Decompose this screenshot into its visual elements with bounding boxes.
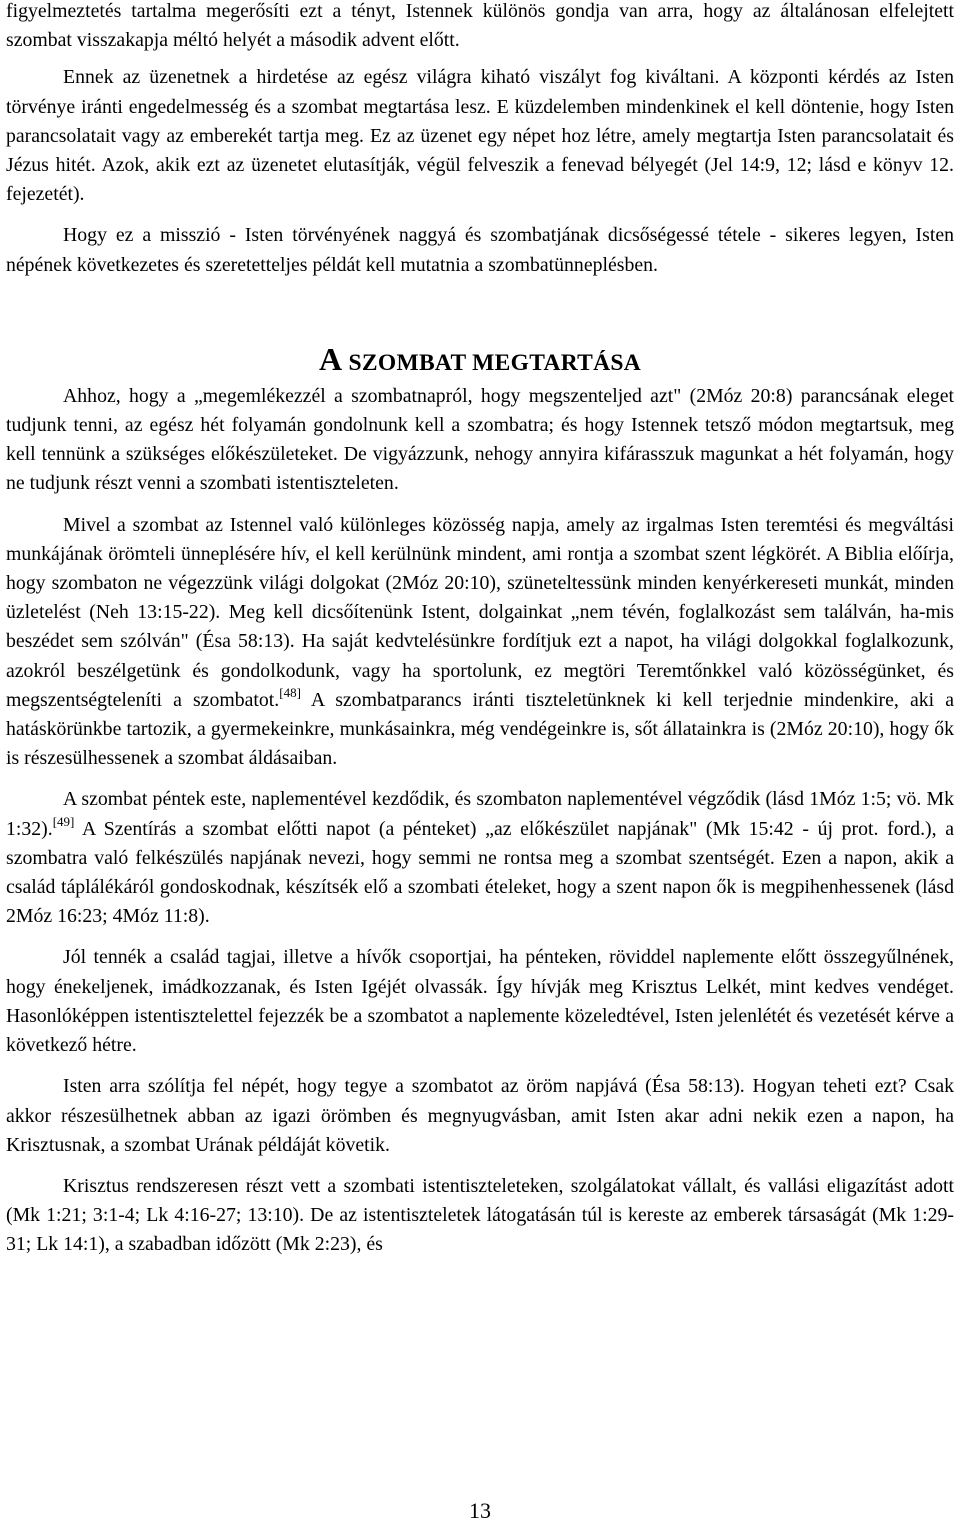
- paragraph-5-text-a: Mivel a szombat az Istennel való különleges közösség napja, amely az irgalmas Isten teremtési és megváltási munkájának örömteli ünneplésére hív, el kell kerülnünk mindent, ami rontja a szombat szent légkörét. A Biblia előírja, hogy szombaton ne végezzünk világi dolgokat (2Móz 20:10), szüneteltessünk minden kenyérkereseti munkát, minden üzletelést (Neh 13:15-22). Meg kell dicsőítenünk Istent, dolgainkat „nem tévén, foglalkozást sem találván, ha-mis beszédet sem szólván" (Ésa 58:13). Ha saját kedvtelésünkre fordítjuk ezt a napot, ha világi dolgokkal foglalkozunk, azokról beszélgetünk és gondolkodunk, vagy ha sportolunk, ez megtöri Teremtőnkkel való közösségünket, és megszentségteleníti a szombatot.: [6, 513, 954, 711]
- section-heading: [6, 340, 954, 378]
- heading-rest: SZOMBAT MEGTARTÁSA: [348, 349, 642, 376]
- paragraph-4: Ahhoz, hogy a „megemlékezzél a szombatnapról, hogy megszenteljed azt" (2Móz 20:8) parancsának eleget tudjunk tenni, az egész hét folyamán gondolnunk kell a szombatra; és hogy Istennek tetsző módon megtartsuk, meg kell tennünk a szükséges előkészületeket. De vigyázzunk, nehogy annyira kifárasszuk magunkat a hét folyamán, hogy ne tudjunk részt venni a szombati istentiszteleten.: [6, 384, 954, 495]
- paragraph-9: Krisztus rendszeresen részt vett a szombati istentiszteleteken, szolgálatokat vállalt, és vallási eligazítást adott (Mk 1:21; 3:1-4; Lk 4:16-27; 13:10). De az istentiszteletek látogatásán túl is kereste az emberek társaságát (Mk 1:29-31; Lk 14:1), a szabadban időzött (Mk 2:23), és: [6, 1174, 954, 1256]
- document-page: [6, 0, 954, 1260]
- section-heading-wrap: [6, 340, 954, 378]
- paragraph-7: Jól tennék a család tagjai, illetve a hívők csoportjai, ha pénteken, röviddel naplemente előtt összegyűlnének, hogy énekeljenek, imádkozzanak, és Isten Igéjét olvassák. Így hívják meg Krisztus Lelkét, mint kedves vendéget. Hasonlóképpen istentisztelettel fejezzék be a szombatot a naplemente közeledtével, Isten jelenlétét és vezetését kérve a következő hétre.: [6, 946, 954, 1057]
- paragraph-6-text-a: A szombat péntek este, naplementével kezdődik, és szombaton naplementével végződik (lásd 1Móz 1:5; vö. Mk 1:32).: [6, 788, 954, 840]
- page-number: 13: [469, 1498, 491, 1523]
- paragraph-8: Isten arra szólítja fel népét, hogy tegye a szombatot az öröm napjává (Ésa 58:13). Hogyan teheti ezt? Csak akkor részesülhetnek abban az igazi örömben és megnyugvásban, amit Isten akar adni nekik ezen a napon, ha Krisztusnak, a szombat Urának példáját követik.: [6, 1075, 954, 1156]
- heading-initial: A: [318, 340, 343, 377]
- paragraph-6: [6, 785, 954, 931]
- footnote-ref-49[interactable]: [49]: [52, 813, 75, 829]
- paragraph-3: Hogy ez a misszió - Isten törvényének naggyá és szombatjának dicsőségessé tétele - sikeres legyen, Isten népének következetes és szeretetteljes példát kell mutatnia a szombatünneplésben.: [6, 224, 954, 276]
- paragraph-1: figyelmeztetés tartalma megerősíti ezt a tényt, Istennek különös gondja van arra, hogy az általánosan elfelejtett szombat visszakapja méltó helyét a második advent előtt.: [6, 0, 954, 52]
- paragraph-2: Ennek az üzenetnek a hirdetése az egész világra kiható viszályt fog kiváltani. A központi kérdés az Isten törvénye iránti engedelmesség és a szombat megtartása lesz. E küzdelemben mindenkinek el kell döntenie, hogy Isten parancsolatait vagy az emberekét tartja meg. Ez az üzenet egy népet hoz létre, amely megtartja Isten parancsolatait és Jézus hitét. Azok, akik ezt az üzenetet elutasítják, végül felveszik a fenevad bélyegét (Jel 14:9, 12; lásd e könyv 12. fejezetét).: [6, 66, 954, 206]
- paragraph-5-text-b: A szombatparancs iránti tiszteletünknek ki kell terjednie mindenkire, aki a hatáskörünkbe tartozik, a gyermekeinkre, munkásainkra, még vendégeinkre is, sőt állatainkra is (2Móz 20:10), hogy ők is részesülhessenek a szombat áldásaiban.: [6, 688, 954, 770]
- paragraph-6-text-b: A Szentírás a szombat előtti napot (a pénteket) „az előkészület napjának" (Mk 15:42 - új prot. ford.), a szombatra való felkészülés napjának nevezi, hogy semmi ne rontsa meg a szombat szentségét. Ezen a napon, akik a család táplálékáról gondoskodnak, készítsék elő a szombati ételeket, hogy a szent napon ők is megpihenhessenek (lásd 2Móz 16:23; 4Móz 11:8).: [6, 817, 954, 928]
- paragraph-5: [6, 511, 954, 774]
- footnote-ref-48[interactable]: [48]: [279, 684, 301, 700]
